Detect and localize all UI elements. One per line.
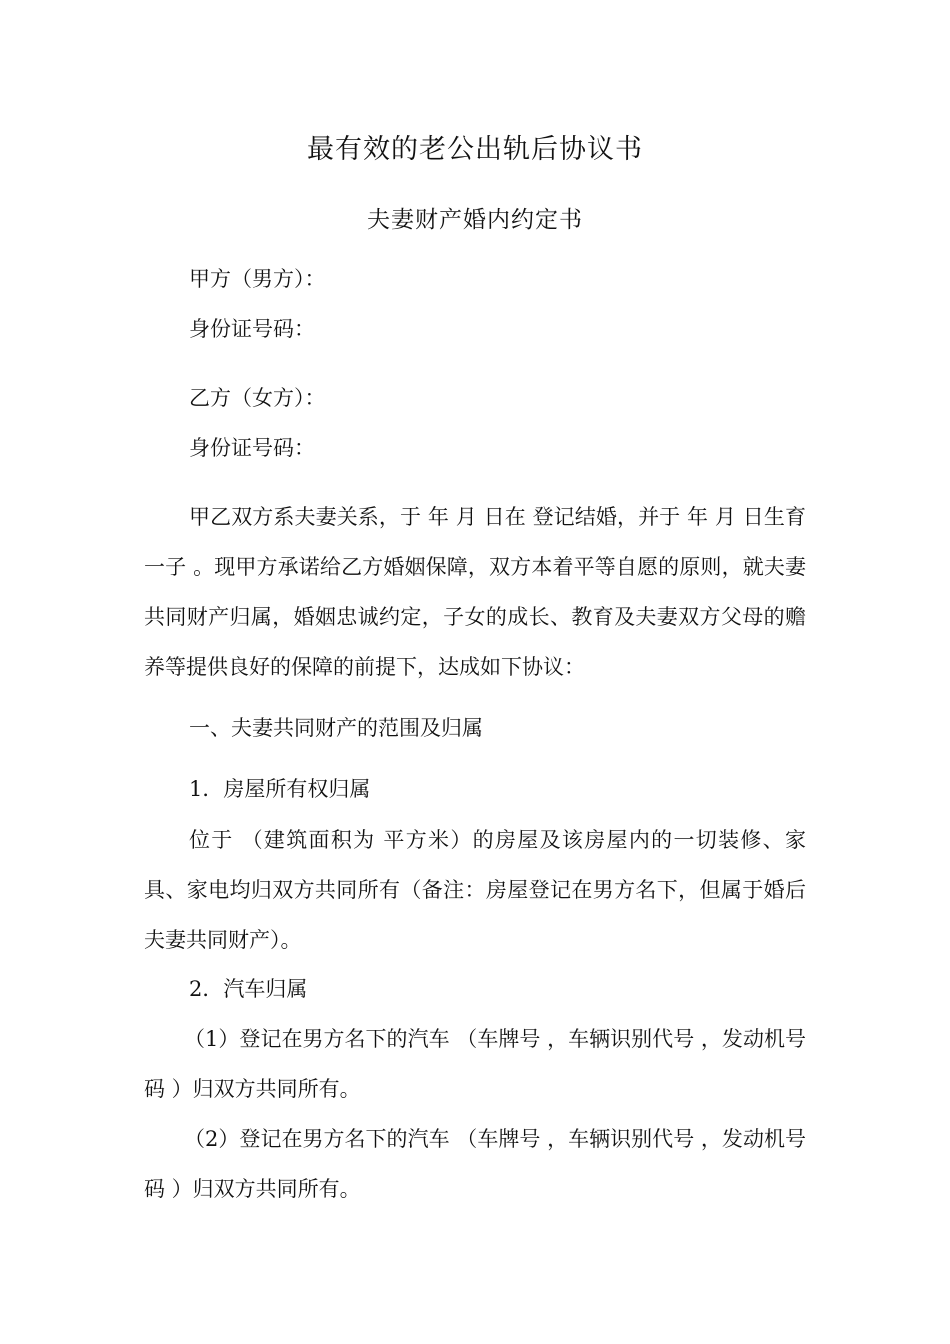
item-2-heading: 2．汽车归属 xyxy=(189,977,308,1001)
item-2-sub-1: （1）登记在男方名下的汽车 （车牌号 ，车辆识别代号 ，发动机号码 ）归双方共同所有。 xyxy=(144,1027,806,1101)
document-title: 最有效的老公出轨后协议书 xyxy=(307,134,643,165)
document-subtitle: 夫妻财产婚内约定书 xyxy=(367,207,583,233)
item-2-sub-2: （2）登记在男方名下的汽车 （车牌号 ，车辆识别代号 ，发动机号码 ）归双方共同所有。 xyxy=(144,1127,806,1201)
item-1-paragraph: 位于 （建筑面积为 平方米）的房屋及该房屋内的一切装修、家具、家电均归双方共同所有（备注：房屋登记在男方名下，但属于婚后夫妻共同财产）。 xyxy=(144,828,806,952)
item-1-heading: 1．房屋所有权归属 xyxy=(189,777,371,801)
party-b-id-label: 身份证号码： xyxy=(189,436,315,460)
party-a-label: 甲方（男方）： xyxy=(189,267,326,291)
party-b-label: 乙方（女方）： xyxy=(189,386,326,410)
section-1-heading: 一、夫妻共同财产的范围及归属 xyxy=(189,716,483,740)
party-a-id-label: 身份证号码： xyxy=(189,317,315,341)
intro-paragraph: 甲乙双方系夫妻关系，于 年 月 日在 登记结婚，并于 年 月 日生育一子 。现甲方承诺给乙方婚姻保障，双方本着平等自愿的原则，就夫妻共同财产归属，婚姻忠诚约定，子女的成长、教育及夫妻双方父母的赡养等提供良好的保障的前提下，达成如下协议： xyxy=(144,505,806,679)
